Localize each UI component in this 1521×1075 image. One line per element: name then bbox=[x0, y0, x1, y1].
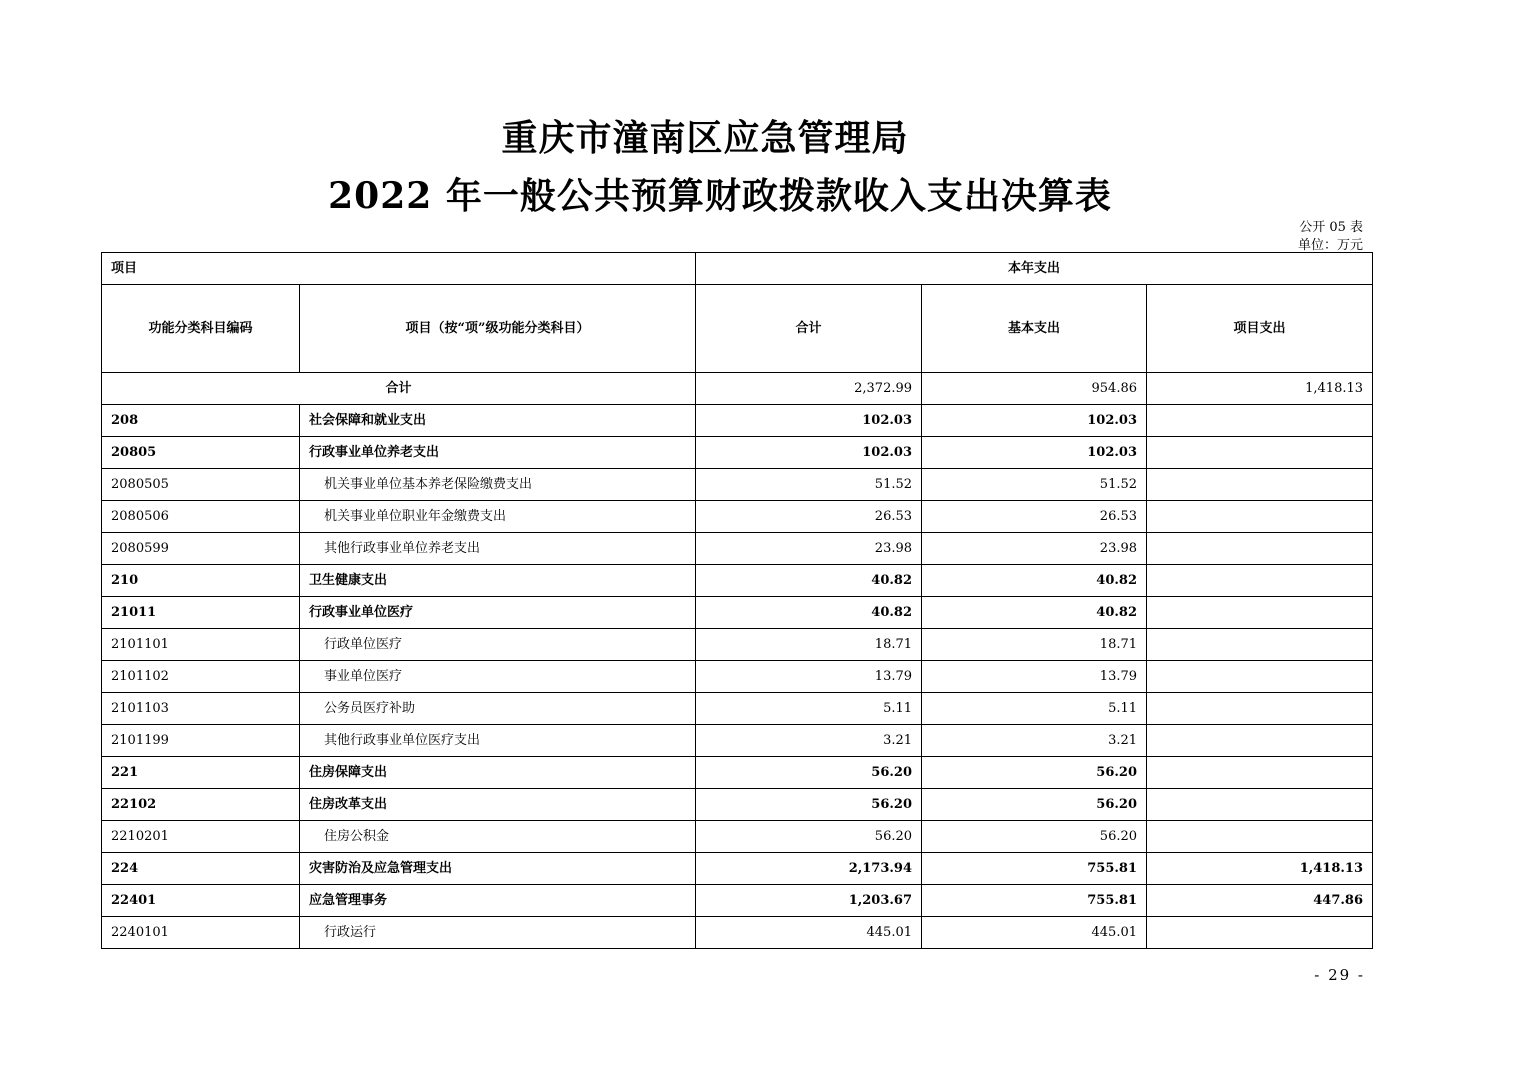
table-row bbox=[102, 789, 1373, 821]
row-code: 22401 bbox=[102, 885, 300, 917]
table-row bbox=[102, 501, 1373, 533]
header-project: 项目 bbox=[102, 253, 696, 285]
row-project bbox=[1147, 501, 1373, 533]
row-basic: 102.03 bbox=[922, 405, 1147, 437]
row-basic: 40.82 bbox=[922, 597, 1147, 629]
row-name: 应急管理事务 bbox=[300, 885, 696, 917]
row-basic: 18.71 bbox=[922, 629, 1147, 661]
row-code: 2240101 bbox=[102, 917, 300, 949]
header-project-expense: 项目支出 bbox=[1147, 285, 1373, 373]
table-row bbox=[102, 469, 1373, 501]
row-total: 51.52 bbox=[696, 469, 922, 501]
total-label: 合计 bbox=[102, 373, 696, 405]
header-total: 合计 bbox=[696, 285, 922, 373]
row-name: 其他行政事业单位养老支出 bbox=[300, 533, 696, 565]
row-code: 20805 bbox=[102, 437, 300, 469]
row-project bbox=[1147, 597, 1373, 629]
row-name: 机关事业单位职业年金缴费支出 bbox=[300, 501, 696, 533]
row-name: 行政事业单位养老支出 bbox=[300, 437, 696, 469]
page-number: - 29 - bbox=[1314, 966, 1365, 984]
row-project bbox=[1147, 469, 1373, 501]
row-code: 2101101 bbox=[102, 629, 300, 661]
row-basic: 26.53 bbox=[922, 501, 1147, 533]
row-basic: 56.20 bbox=[922, 789, 1147, 821]
row-name: 行政运行 bbox=[300, 917, 696, 949]
row-name: 事业单位医疗 bbox=[300, 661, 696, 693]
row-total: 13.79 bbox=[696, 661, 922, 693]
table-row bbox=[102, 533, 1373, 565]
row-name: 行政单位医疗 bbox=[300, 629, 696, 661]
table-row bbox=[102, 661, 1373, 693]
row-project: 1,418.13 bbox=[1147, 853, 1373, 885]
document-subtitle: 2022 年一般公共预算财政拨款收入支出决算表 bbox=[328, 175, 1112, 217]
row-basic: 755.81 bbox=[922, 885, 1147, 917]
row-name: 住房改革支出 bbox=[300, 789, 696, 821]
row-total: 40.82 bbox=[696, 597, 922, 629]
table-row bbox=[102, 821, 1373, 853]
row-total: 102.03 bbox=[696, 437, 922, 469]
total-basic: 954.86 bbox=[922, 373, 1147, 405]
row-project bbox=[1147, 917, 1373, 949]
row-name: 机关事业单位基本养老保险缴费支出 bbox=[300, 469, 696, 501]
table-row bbox=[102, 405, 1373, 437]
table-row bbox=[102, 853, 1373, 885]
table-row bbox=[102, 725, 1373, 757]
row-total: 1,203.67 bbox=[696, 885, 922, 917]
table-row bbox=[102, 885, 1373, 917]
budget-table bbox=[101, 252, 1373, 949]
table-row bbox=[102, 597, 1373, 629]
total-total: 2,372.99 bbox=[696, 373, 922, 405]
row-name: 住房保障支出 bbox=[300, 757, 696, 789]
row-total: 40.82 bbox=[696, 565, 922, 597]
row-basic: 13.79 bbox=[922, 661, 1147, 693]
table-code: 公开 05 表 bbox=[1299, 220, 1363, 235]
row-code: 221 bbox=[102, 757, 300, 789]
row-project bbox=[1147, 565, 1373, 597]
row-total: 26.53 bbox=[696, 501, 922, 533]
table-row bbox=[102, 629, 1373, 661]
row-code: 208 bbox=[102, 405, 300, 437]
row-code: 22102 bbox=[102, 789, 300, 821]
row-name: 公务员医疗补助 bbox=[300, 693, 696, 725]
row-code: 210 bbox=[102, 565, 300, 597]
row-project bbox=[1147, 405, 1373, 437]
row-basic: 3.21 bbox=[922, 725, 1147, 757]
header-code: 功能分类科目编码 bbox=[102, 285, 300, 373]
unit-label: 单位：万元 bbox=[1297, 238, 1363, 253]
row-basic: 755.81 bbox=[922, 853, 1147, 885]
table-row bbox=[102, 693, 1373, 725]
row-total: 3.21 bbox=[696, 725, 922, 757]
header-row-1 bbox=[102, 253, 1373, 285]
row-code: 2080506 bbox=[102, 501, 300, 533]
row-name: 行政事业单位医疗 bbox=[300, 597, 696, 629]
row-total: 102.03 bbox=[696, 405, 922, 437]
row-project: 447.86 bbox=[1147, 885, 1373, 917]
row-total: 56.20 bbox=[696, 757, 922, 789]
row-name: 卫生健康支出 bbox=[300, 565, 696, 597]
row-total: 23.98 bbox=[696, 533, 922, 565]
row-code: 2080505 bbox=[102, 469, 300, 501]
row-code: 2101103 bbox=[102, 693, 300, 725]
row-basic: 56.20 bbox=[922, 757, 1147, 789]
row-project bbox=[1147, 661, 1373, 693]
row-name: 其他行政事业单位医疗支出 bbox=[300, 725, 696, 757]
row-code: 2101102 bbox=[102, 661, 300, 693]
row-name: 住房公积金 bbox=[300, 821, 696, 853]
row-project bbox=[1147, 789, 1373, 821]
total-row bbox=[102, 373, 1373, 405]
row-basic: 23.98 bbox=[922, 533, 1147, 565]
row-basic: 40.82 bbox=[922, 565, 1147, 597]
row-basic: 445.01 bbox=[922, 917, 1147, 949]
table-row bbox=[102, 757, 1373, 789]
row-basic: 56.20 bbox=[922, 821, 1147, 853]
row-code: 2210201 bbox=[102, 821, 300, 853]
row-basic: 5.11 bbox=[922, 693, 1147, 725]
header-basic: 基本支出 bbox=[922, 285, 1147, 373]
row-total: 18.71 bbox=[696, 629, 922, 661]
row-total: 445.01 bbox=[696, 917, 922, 949]
row-project bbox=[1147, 821, 1373, 853]
row-name: 社会保障和就业支出 bbox=[300, 405, 696, 437]
row-code: 2101199 bbox=[102, 725, 300, 757]
header-name: 项目（按“项”级功能分类科目） bbox=[300, 285, 696, 373]
row-project bbox=[1147, 725, 1373, 757]
row-basic: 51.52 bbox=[922, 469, 1147, 501]
row-total: 56.20 bbox=[696, 789, 922, 821]
row-basic: 102.03 bbox=[922, 437, 1147, 469]
table-row bbox=[102, 437, 1373, 469]
row-code: 224 bbox=[102, 853, 300, 885]
row-project bbox=[1147, 693, 1373, 725]
row-total: 56.20 bbox=[696, 821, 922, 853]
row-project bbox=[1147, 533, 1373, 565]
row-total: 5.11 bbox=[696, 693, 922, 725]
row-project bbox=[1147, 437, 1373, 469]
header-current-year-expense: 本年支出 bbox=[696, 253, 1373, 285]
row-total: 2,173.94 bbox=[696, 853, 922, 885]
table-row bbox=[102, 917, 1373, 949]
table-row bbox=[102, 565, 1373, 597]
row-code: 21011 bbox=[102, 597, 300, 629]
row-project bbox=[1147, 629, 1373, 661]
row-project bbox=[1147, 757, 1373, 789]
total-project: 1,418.13 bbox=[1147, 373, 1373, 405]
header-row-2 bbox=[102, 285, 1373, 373]
document-title: 重庆市潼南区应急管理局 bbox=[501, 117, 909, 159]
row-name: 灾害防治及应急管理支出 bbox=[300, 853, 696, 885]
row-code: 2080599 bbox=[102, 533, 300, 565]
